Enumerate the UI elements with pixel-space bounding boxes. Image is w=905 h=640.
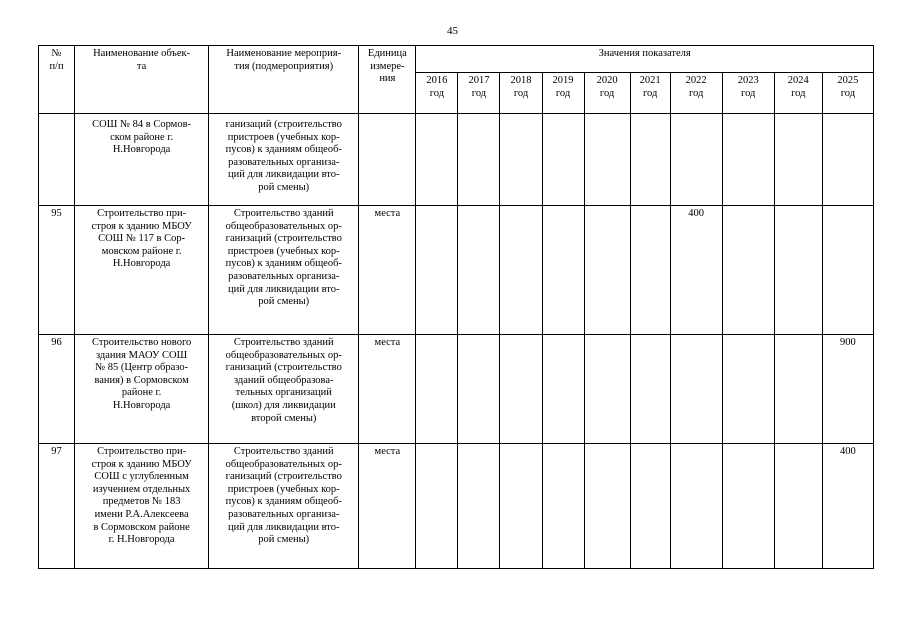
row-number [39,114,75,206]
value-cell [670,335,722,444]
table-row [39,206,874,335]
header-year: 2019 год [542,73,584,114]
value-cell [458,114,500,206]
row-number: 95 [39,206,75,335]
header-measure-name: Наименование мероприя- тия (подмероприятия) [209,46,359,114]
header-year: 2021 год [630,73,670,114]
measure-name: ганизаций (строительство пристроев (учебных кор- пусов) к зданиям общеоб- разовательных организа- ций для ликвидации вто- рой смены) [209,114,359,206]
value-cell [458,206,500,335]
object-name: Строительство при- строя к зданию МБОУ СОШ с углубленным изучением отдельных предметов № 183 имени Р.А.Алексеева в Сормовском районе г. Н.Новгорода [75,444,209,569]
page-number: 45 [447,25,458,37]
value-cell [416,335,458,444]
value-cell [722,114,774,206]
header-year: 2024 год [774,73,822,114]
value-cell [630,206,670,335]
measure-name: Строительство зданий общеобразовательных ор- ганизаций (строительство пристроев (учебных кор- пусов) к зданиям общеоб- разовательных организа- ций для ликвидации вто- рой смены) [209,444,359,569]
value-cell [630,335,670,444]
table-row [39,114,874,206]
value-cell [822,206,873,335]
indicator-table [38,45,874,569]
unit-cell [359,114,416,206]
value-cell [584,206,630,335]
value-cell [542,206,584,335]
measure-name: Строительство зданий общеобразовательных ор- ганизаций (строительство пристроев (учебных кор- пусов) к зданиям общеоб- разовательных организа- ций для ликвидации вто- рой смены) [209,206,359,335]
value-cell [630,114,670,206]
header-indicator-values: Значения показателя [416,46,874,73]
value-cell [670,444,722,569]
table-row [39,335,874,444]
header-year: 2022 год [670,73,722,114]
unit-cell: места [359,206,416,335]
value-cell [416,444,458,569]
value-cell [584,444,630,569]
value-cell [458,335,500,444]
value-cell [670,114,722,206]
unit-cell: места [359,444,416,569]
value-cell [722,444,774,569]
header-year: 2020 год [584,73,630,114]
value-cell [774,335,822,444]
measure-name: Строительство зданий общеобразовательных ор- ганизаций (строительство зданий общеобразова- тельных организаций (школ) для ликвидации второй смены) [209,335,359,444]
value-cell [500,206,542,335]
header-year: 2017 год [458,73,500,114]
value-cell [542,114,584,206]
value-cell [458,444,500,569]
value-cell [584,114,630,206]
value-cell: 400 [670,206,722,335]
header-year: 2016 год [416,73,458,114]
table-row [39,444,874,569]
unit-cell: места [359,335,416,444]
value-cell [722,335,774,444]
object-name: Строительство нового здания МАОУ СОШ № 85 (Центр образо- вания) в Сормовском районе г. Н.Новгорода [75,335,209,444]
value-cell [630,444,670,569]
row-number: 97 [39,444,75,569]
value-cell [500,114,542,206]
object-name: Строительство при- строя к зданию МБОУ СОШ № 117 в Сор- мовском районе г. Н.Новгорода [75,206,209,335]
value-cell [500,444,542,569]
object-name: СОШ № 84 в Сормов- ском районе г. Н.Новгорода [75,114,209,206]
value-cell [584,335,630,444]
value-cell: 900 [822,335,873,444]
header-year: 2018 год [500,73,542,114]
row-number: 96 [39,335,75,444]
value-cell [774,114,822,206]
header-num: № п/п [39,46,75,114]
header-unit: Единица измере- ния [359,46,416,114]
value-cell [722,206,774,335]
header-object-name: Наименование объек- та [75,46,209,114]
value-cell [542,335,584,444]
header-year: 2023 год [722,73,774,114]
header-year: 2025 год [822,73,873,114]
value-cell: 400 [822,444,873,569]
value-cell [500,335,542,444]
value-cell [416,114,458,206]
value-cell [542,444,584,569]
value-cell [416,206,458,335]
value-cell [774,206,822,335]
value-cell [774,444,822,569]
value-cell [822,114,873,206]
